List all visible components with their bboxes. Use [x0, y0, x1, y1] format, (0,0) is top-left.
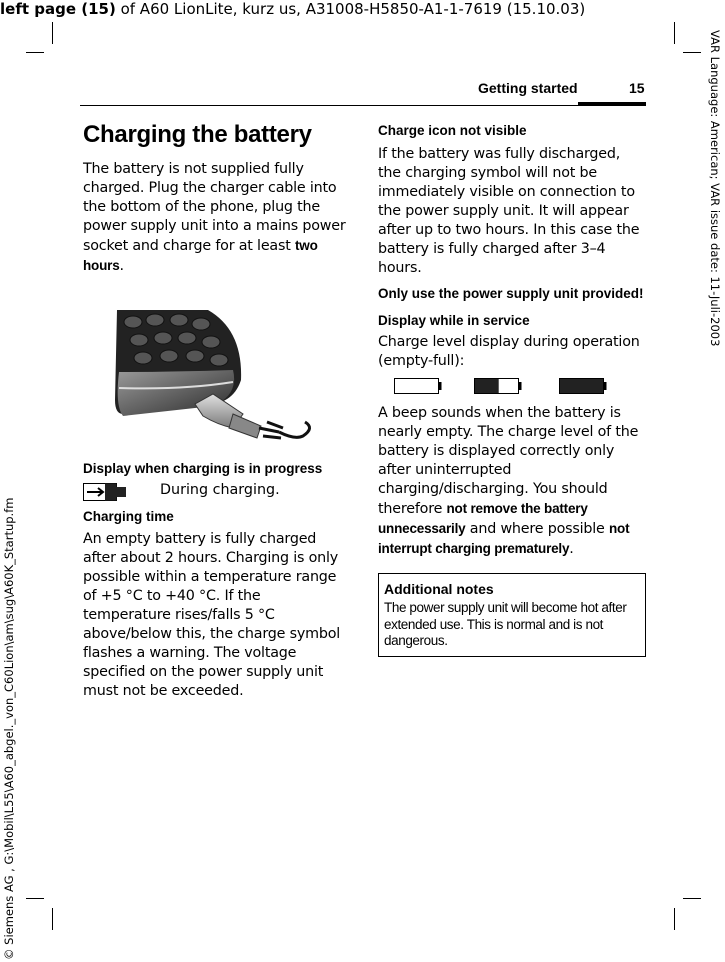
beep-bold-2: not interrupt charging prematurely [378, 521, 630, 556]
crop-mark [26, 898, 44, 899]
header-tab-bar [578, 102, 646, 106]
var-language-note: VAR Language: American; VAR issue date: 11-Juli-2003 [708, 30, 722, 347]
page-number: 15 [629, 80, 645, 96]
charging-indicator-row [83, 480, 351, 504]
left-column [83, 116, 351, 701]
charge-icon-heading: Charge icon not visible [378, 123, 527, 138]
header-rule [80, 105, 646, 106]
print-header-bold: left page (15) [0, 0, 116, 18]
crop-mark [683, 898, 701, 899]
beep-text-1: A beep sounds when the battery is nearly empty. The charge level of the battery is displayed correctly only after uninterrupted charging/discharging. You should therefore [378, 405, 639, 517]
charge-icon-text: If the battery was fully discharged, the charging symbol will not be immediately visible on connection to the power supply unit. It will appear after up to two hours. In this case the battery is fully charged after 3–4 hours. [378, 146, 640, 276]
during-charging-label: During charging. [160, 482, 280, 498]
service-text: Charge level display during operation (empty-full): [378, 334, 640, 369]
crop-mark [683, 52, 701, 53]
phone-charger-illustration [83, 310, 351, 450]
beep-end: . [569, 541, 574, 557]
beep-text-2: and where possible [465, 521, 609, 537]
battery-level-row [378, 374, 646, 400]
right-column [378, 116, 646, 657]
crop-mark [674, 22, 675, 44]
charging-time-text: An empty battery is fully charged after about 2 hours. Charging is only possible within a temperature range of +5 °C to +40 °C. If the temperature rises/falls 5 °C above/below this, the charge symbol flashes a warning. The voltage specified on the power supply unit must not be exceeded. [83, 531, 341, 699]
display-charging-heading: Display when charging is in progress [83, 461, 323, 476]
intro-end: . [119, 258, 124, 274]
only-use-warning: Only use the power supply unit provided! [378, 286, 644, 301]
additional-notes-title: Additional notes [384, 581, 494, 597]
intro-bold: two hours [83, 238, 318, 273]
phone-plug-icon [83, 310, 351, 450]
additional-notes-text: The power supply unit will become hot after extended use. This is normal and is not dangerous. [384, 600, 627, 648]
battery-empty-icon [395, 379, 442, 394]
file-path-note: © Siemens AG , G:\Mobil\L55\A60_abgel._von_C60Lion\am\sug\A60K_Startup.fm [2, 497, 16, 960]
crop-mark [52, 22, 53, 44]
charging-battery-icon [83, 483, 127, 501]
intro-paragraph [83, 160, 351, 276]
page-title: Charging the battery [83, 121, 312, 148]
print-header-rest: of A60 LionLite, kurz us, A31008-H5850-A1-1-7619 (15.10.03) [115, 0, 586, 18]
display-service-heading: Display while in service [378, 313, 530, 328]
additional-notes-box [378, 573, 646, 657]
crop-mark [674, 908, 675, 930]
beep-paragraph [378, 404, 646, 559]
print-header-line [0, 0, 585, 18]
beep-bold-1: not remove the battery unnecessarily [378, 501, 588, 536]
battery-half-icon [475, 379, 522, 394]
crop-mark [52, 908, 53, 930]
intro-text: The battery is not supplied fully charged. Plug the charger cable into the bottom of the phone, plug the power supply unit into a mains power socket and charge for at least [83, 161, 346, 254]
side-note-left [0, 440, 16, 960]
battery-full-icon [560, 379, 607, 394]
battery-levels-icon [394, 376, 614, 398]
crop-mark [26, 52, 44, 53]
charging-time-heading: Charging time [83, 509, 174, 524]
side-note-right [708, 30, 724, 390]
section-title: Getting started [478, 80, 578, 96]
